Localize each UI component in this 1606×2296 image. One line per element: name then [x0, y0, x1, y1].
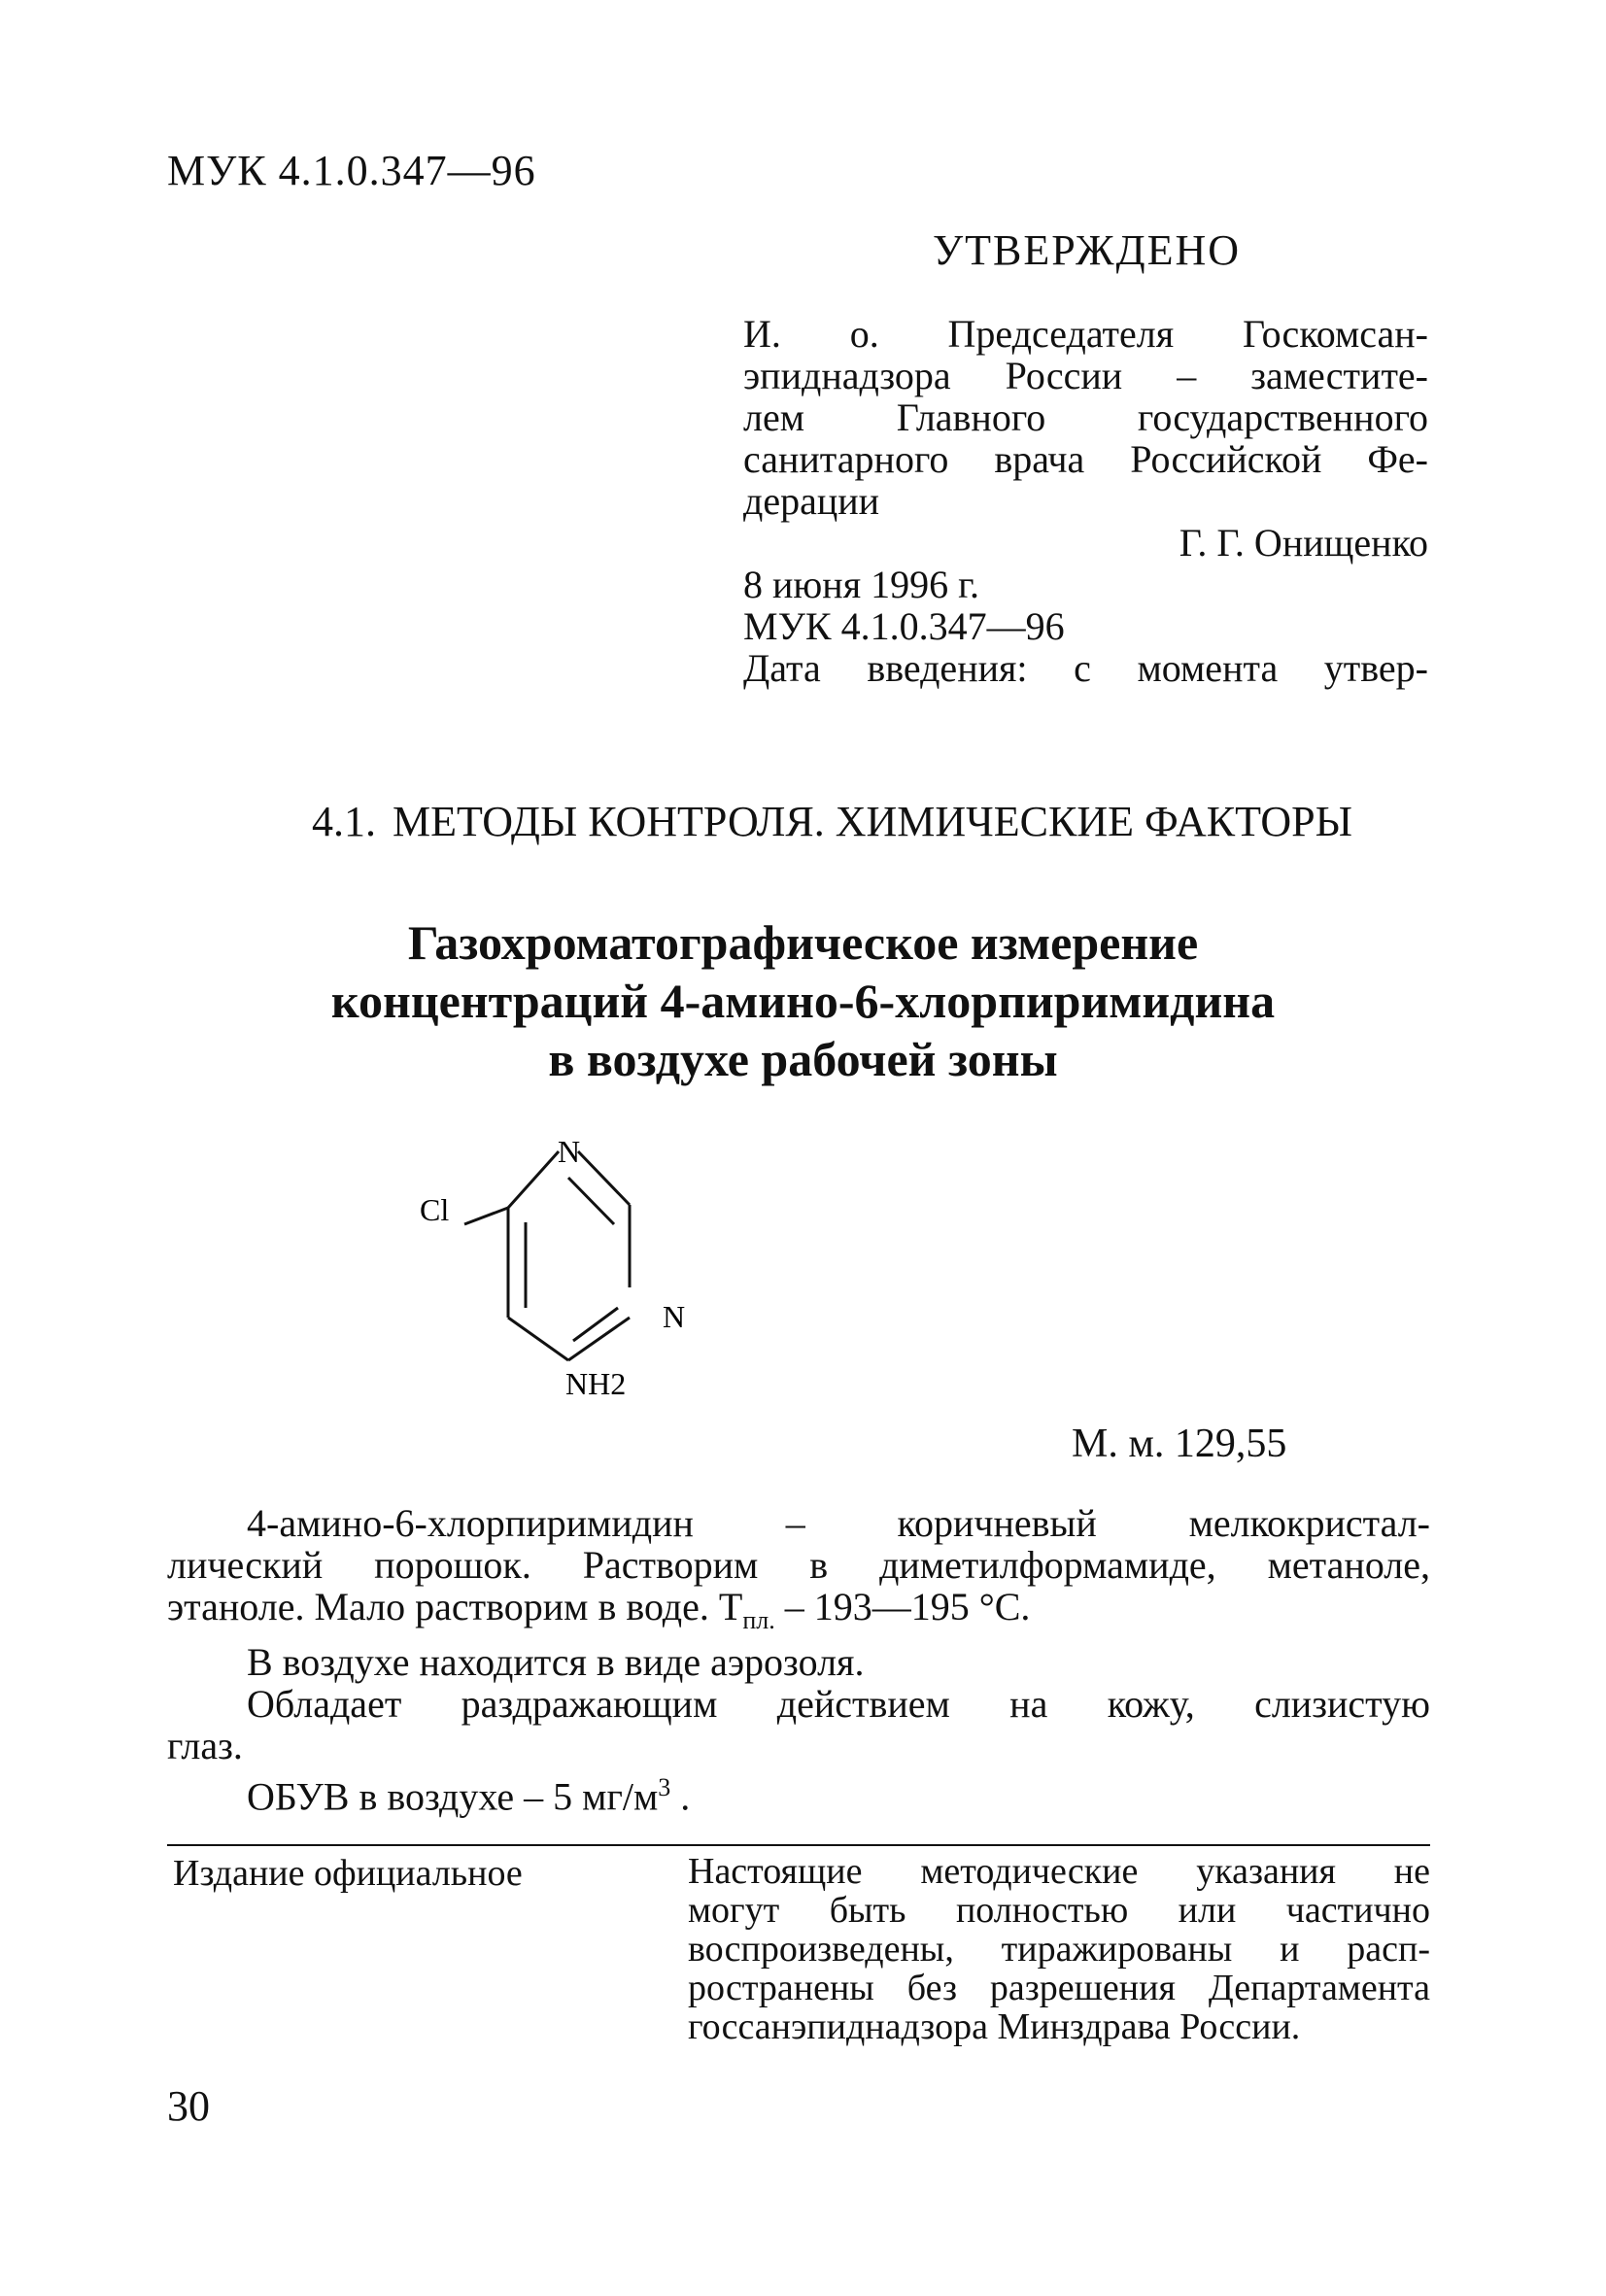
body-line-text: этаноле. Мало растворим в воде. Т: [167, 1585, 743, 1628]
bond: [508, 1318, 568, 1360]
section-title: МЕТОДЫ КОНТРОЛЯ. ХИМИЧЕСКИЕ ФАКТОРЫ: [392, 798, 1353, 845]
title-line: концентраций 4-амино-6-хлорпиримидина: [330, 974, 1276, 1028]
atom-n-top: N: [558, 1134, 581, 1169]
obuv-text: ОБУВ в воздухе – 5 мг/м: [247, 1774, 659, 1819]
page-number: 30: [167, 2082, 210, 2130]
approval-line: лем Главного государственного: [743, 395, 1428, 439]
notice-line: воспроизведены, тиражированы и расп-: [688, 1929, 1430, 1970]
atom-n-right: N: [663, 1299, 686, 1334]
bond: [568, 1178, 614, 1224]
notice-line: могут быть полностью или частично: [688, 1890, 1430, 1931]
document-code: МУК 4.1.0.347—96: [167, 147, 536, 194]
body-line: В воздухе находится в виде аэрозоля.: [247, 1640, 865, 1684]
approval-line: И. о. Председателя Госкомсан-: [743, 312, 1428, 356]
molar-mass: М. м. 129,55: [1072, 1422, 1287, 1466]
body-line: [167, 1586, 1430, 1641]
obuv-superscript: 3: [658, 1773, 671, 1801]
notice-line: Настоящие методические указания не: [688, 1851, 1430, 1892]
notice-line: ространены без разрешения Департамента: [688, 1968, 1430, 2008]
atom-nh2: NH2: [565, 1366, 627, 1401]
approval-date: 8 июня 1996 г.: [743, 563, 979, 606]
notice-line: госсанэпиднадзора Минздрава России.: [688, 2006, 1301, 2047]
body-line: Обладает раздражающим действием на кожу, слизистую: [247, 1682, 1430, 1726]
signatory: Г. Г. Онищенко: [1179, 521, 1428, 565]
bond: [573, 1308, 618, 1341]
section-number: 4.1.: [311, 798, 376, 845]
melting-point-subscript: пл.: [742, 1606, 775, 1634]
melting-point-range: – 193—195 °С.: [774, 1585, 1031, 1628]
approval-line: дерации: [743, 479, 880, 523]
approval-code: МУК 4.1.0.347—96: [743, 604, 1065, 648]
approval-line: санитарного врача Российской Фе-: [743, 437, 1428, 481]
bond: [508, 1151, 559, 1208]
edition-label: Издание официальное: [173, 1853, 523, 1894]
title-line: в воздухе рабочей зоны: [548, 1032, 1058, 1086]
copyright-notice: [688, 1852, 1430, 2046]
intro-date: Дата введения: с момента утвер-: [743, 646, 1428, 690]
body-line: лический порошок. Растворим в диметилформамиде, метаноле,: [167, 1543, 1430, 1587]
body-text: [167, 1502, 1430, 1817]
atom-cl: Cl: [420, 1192, 450, 1227]
title-line: Газохроматографическое измерение: [407, 915, 1199, 970]
body-line: [167, 1766, 1430, 1817]
bond: [464, 1208, 508, 1224]
approval-line: эпиднадзора России – заместите-: [743, 354, 1428, 397]
body-line: глаз.: [167, 1724, 243, 1767]
approved-heading: УТВЕРЖДЕНО: [933, 226, 1242, 274]
footer-divider: [167, 1844, 1430, 1846]
obuv-tail: .: [670, 1774, 691, 1819]
body-line: 4-амино-6-хлорпиримидин – коричневый мелкокристал-: [247, 1501, 1430, 1545]
